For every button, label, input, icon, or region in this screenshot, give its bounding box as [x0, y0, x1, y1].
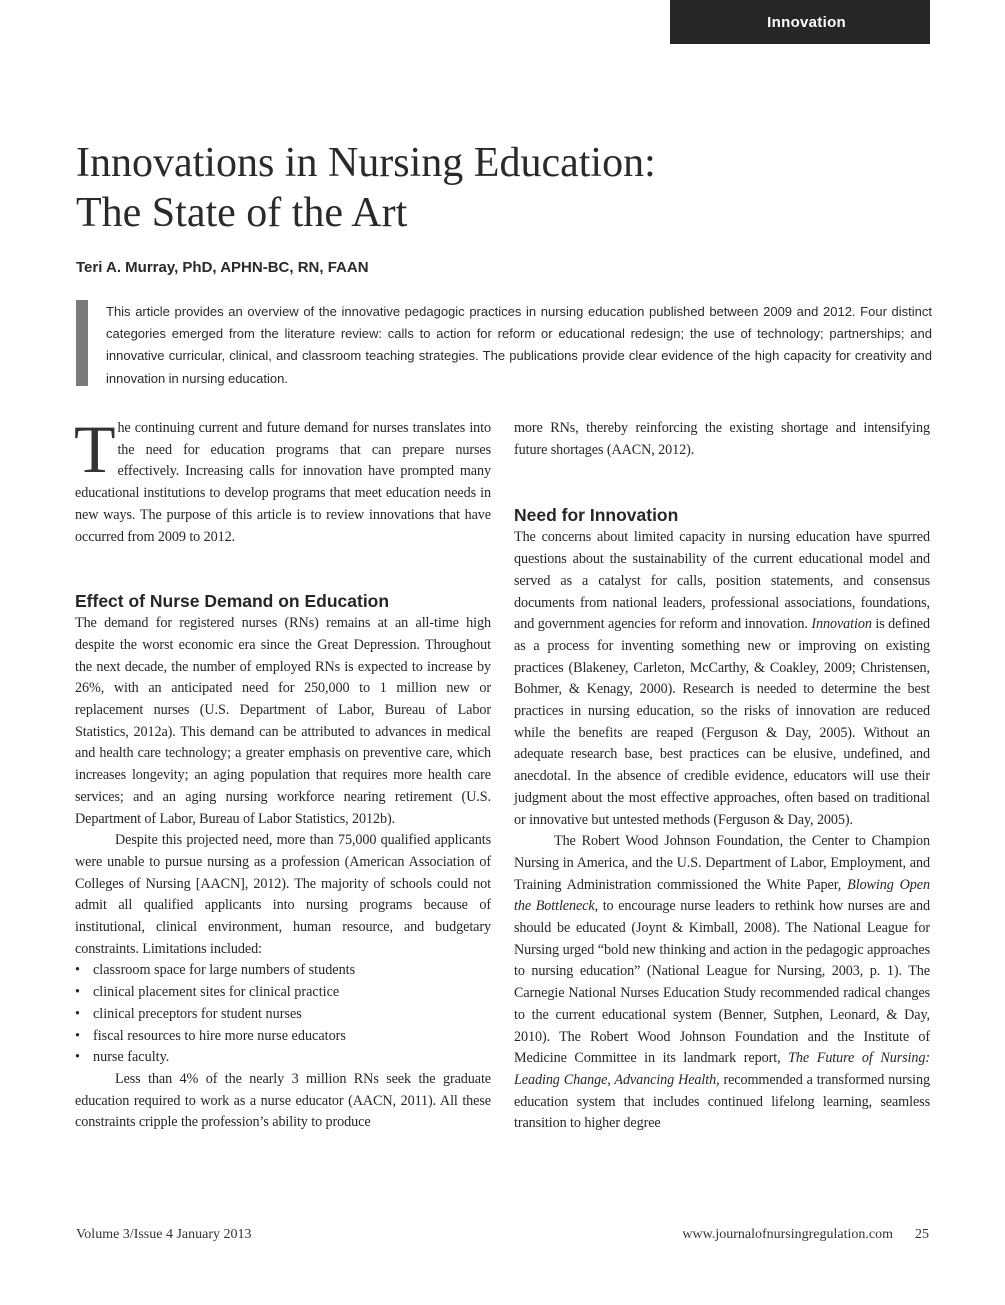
abstract-bar — [76, 300, 88, 386]
list-item: • clinical preceptors for student nurses — [75, 1004, 491, 1026]
italic-term: Innovation — [811, 616, 872, 633]
paragraph: The Robert Wood Johnson Foundation, the Center to Champion Nursing in America, and the U.S. Department of Labor, Employment, and Training Administration commissioned the White Paper, Blowing Open the Bottleneck, to encourage nurse leaders to rethink how nurses are and should be educated (Joynt & Kimball, 2008). The National League for Nursing urged “bold new thinking and action in the pedagogic approaches to nursing education” (National League for Nursing, 2003, p. 1). The Carnegie National Nurses Education Study recommended radical changes to the current educational system (Benner, Sutphen, Leonard, & Day, 2010). The Robert Wood Johnson Foundation and the Institute of Medicine Committee in its landmark report, The Future of Nursing: Leading Change, Advancing Health, recommended a transformed nursing education system that includes continued lifelong learning, seamless transition to higher degree — [514, 833, 930, 1132]
abstract: This article provides an overview of the innovative pedagogic practices in nursing education published between 2009 and 2012. Four distinct categories emerged from the literature review: calls to action for reform or educational redesign; the use of technology; partnerships; and innovative curricular, clinical, and classroom teaching strategies. The publications provide clear evidence of the high capacity for creativity and innovation in nursing education. — [106, 304, 932, 386]
list-item: • classroom space for large numbers of students — [75, 960, 491, 982]
left-column — [74, 411, 491, 1134]
drop-cap: T — [74, 411, 116, 487]
list-item: • clinical placement sites for clinical practice — [75, 982, 491, 1004]
right-column — [514, 418, 930, 1135]
title-line-1: Innovations in Nursing Education: — [76, 140, 656, 186]
limitations-list — [75, 960, 491, 1069]
title-line-2: The State of the Art — [76, 190, 408, 236]
paragraph: The concerns about limited capacity in nursing education have spurred questions about the sustainability of the current educational model and served as a catalyst for calls, position statements, and consensus documents from national leaders, professional associations, foundations, and government agencies for reform and innovation. Innovation is defined as a process for inventing something new or improving on existing practices (Blakeney, Carleton, McCarthy, & Coakley, 2009; Christensen, Bohmer, & Kenagy, 2000). Research is needed to determine the best practices in nursing education, so the risks of innovation are reduced while the benefits are reaped (Ferguson & Day, 2005). Without an adequate research base, best practices can be elusive, undefined, and anecdotal. In the absence of credible evidence, educators will use their judgment about the most effective approaches, often based on traditional or innovative but untested methods (Ferguson & Day, 2005). — [514, 529, 930, 828]
footer-website[interactable]: www.journalofnursingregulation.com — [682, 1227, 893, 1242]
list-item: • fiscal resources to hire more nurse educators — [75, 1026, 491, 1048]
section-tab: Innovation — [670, 0, 930, 44]
section-heading-need-for-innovation: Need for Innovation — [514, 505, 679, 526]
paragraph: Less than 4% of the nearly 3 million RNs seek the graduate education required to work as a nurse educator (AACN, 2011). All these constraints cripple the profession’s ability to produce — [75, 1070, 491, 1131]
footer-right — [682, 1227, 929, 1243]
author-byline: Teri A. Murray, PhD, APHN-BC, RN, FAAN — [76, 259, 369, 276]
section-heading-nurse-demand: Effect of Nurse Demand on Education — [75, 591, 390, 612]
intro-paragraph — [74, 411, 491, 548]
paragraph: The demand for registered nurses (RNs) remains at an all-time high despite the worst economic era since the Great Depression. Throughout the next decade, the number of employed RNs is expected to increase by 26%, with an anticipated need for 250,000 to 1 million new or replacement nurses (U.S. Department of Labor, Bureau of Labor Statistics, 2012a). This demand can be attributed to advances in medical and health care technology; a greater emphasis on preventive care, which increases longevity; an aging population that requires more health care services; and an aging nursing workforce nearing retirement (U.S. Department of Labor, Bureau of Labor Statistics, 2012b). — [75, 615, 491, 827]
page-number: 25 — [915, 1227, 929, 1242]
footer-volume: Volume 3/Issue 4 January 2013 — [76, 1227, 252, 1242]
paragraph: Despite this projected need, more than 75,000 qualified applicants were unable to pursue nursing as a profession (American Association of Colleges of Nursing [AACN], 2012). The majority of schools could not admit all qualified applicants into nursing programs because of institutional, clinical environment, human resource, and budgetary constraints. Limitations included: — [75, 832, 491, 957]
intro-text: he continuing current and future demand for nurses translates into the need for education programs that can prepare nurses effectively. Increasing calls for innovation have prompted many educational institutions to develop programs that meet education needs in new ways. The purpose of this article is to review innovations that have occurred from 2009 to 2012. — [75, 420, 491, 545]
italic-title: Blowing Open the Bottleneck, — [514, 876, 930, 915]
continued-paragraph: more RNs, thereby reinforcing the existing shortage and intensifying future shortages (AACN, 2012). — [514, 420, 930, 458]
list-item: • nurse faculty. — [75, 1047, 491, 1069]
article-title — [76, 138, 936, 238]
italic-title: The Future of Nursing: Leading Change, Advancing Health — [514, 1050, 930, 1088]
